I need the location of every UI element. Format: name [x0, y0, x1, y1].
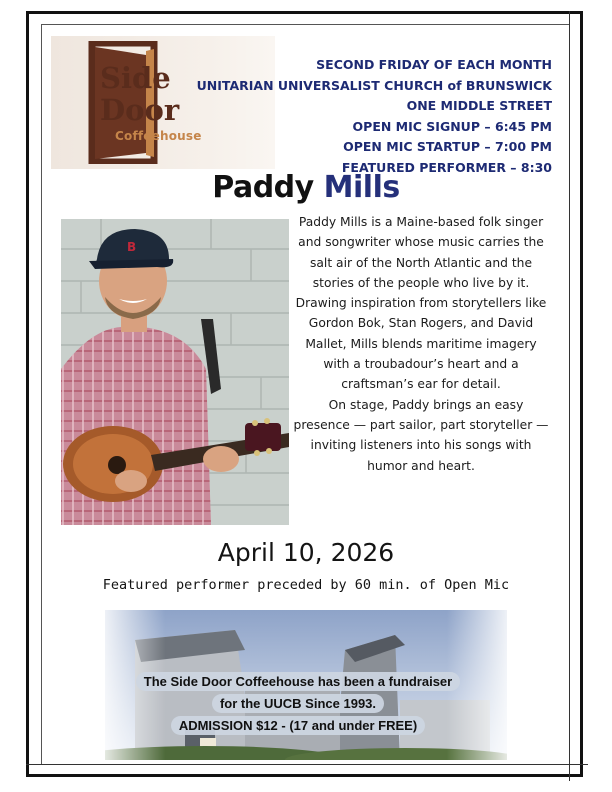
bio-paragraph: On stage, Paddy brings an easy presence — part sailor, part storyteller — inviting listeners into his songs with humor and heart.: [293, 397, 549, 473]
schedule-line: SECOND FRIDAY OF EACH MONTH: [316, 57, 552, 72]
performer-photo-icon: [61, 219, 289, 525]
schedule-line: ONE MIDDLE STREET: [406, 98, 552, 113]
admission-line: ADMISSION $12 - (17 and under FREE): [171, 716, 425, 735]
bio-paragraph: Paddy Mills is a Maine-based folk singer and songwriter whose music carries the salt air of the North Atlantic and the stories of the people who live by it. Drawing inspiration from storytellers like Gordon Bok, Stan Rogers, and David Mallet, Mills blends maritime imagery with a troubadour’s heart and a craftsman’s ear for detail.: [295, 215, 547, 392]
schedule-line: OPEN MIC SIGNUP – 6:45 PM: [352, 118, 552, 134]
schedule-line: OPEN MIC STARTUP – 7:00 PM: [343, 139, 552, 154]
fundraiser-line: for the UUCB Since 1993.: [212, 694, 384, 713]
schedule-line: FEATURED PERFORMER – 8:30: [341, 159, 552, 175]
frame-inner-left: [41, 24, 42, 764]
schedule-line: UNITARIAN UNIVERSALIST CHURCH of BRUNSWICK: [196, 77, 552, 93]
fundraiser-line: The Side Door Coffeehouse has been a fundraiser: [136, 672, 460, 691]
performer-last-name: Mills: [323, 170, 400, 205]
fundraiser-info: [128, 672, 468, 738]
frame-inner-top: [41, 24, 569, 25]
logo-text-coffeehouse: Coffeehouse: [115, 129, 202, 143]
event-date: April 10, 2026: [217, 538, 395, 567]
logo-text-side: Side: [100, 61, 171, 95]
performer-name: [0, 170, 612, 205]
svg-text:B: B: [127, 240, 137, 254]
schedule-block: [197, 55, 552, 178]
performer-first-name: Paddy: [212, 170, 314, 205]
frame-line-bottom: [26, 764, 588, 765]
performer-bio: [292, 212, 550, 476]
event-subtitle: Featured performer preceded by 60 min. of Open Mic: [102, 577, 510, 593]
logo-text-door: Door: [100, 93, 180, 127]
frame-line-right: [569, 11, 570, 781]
performer-photo: [61, 219, 289, 525]
